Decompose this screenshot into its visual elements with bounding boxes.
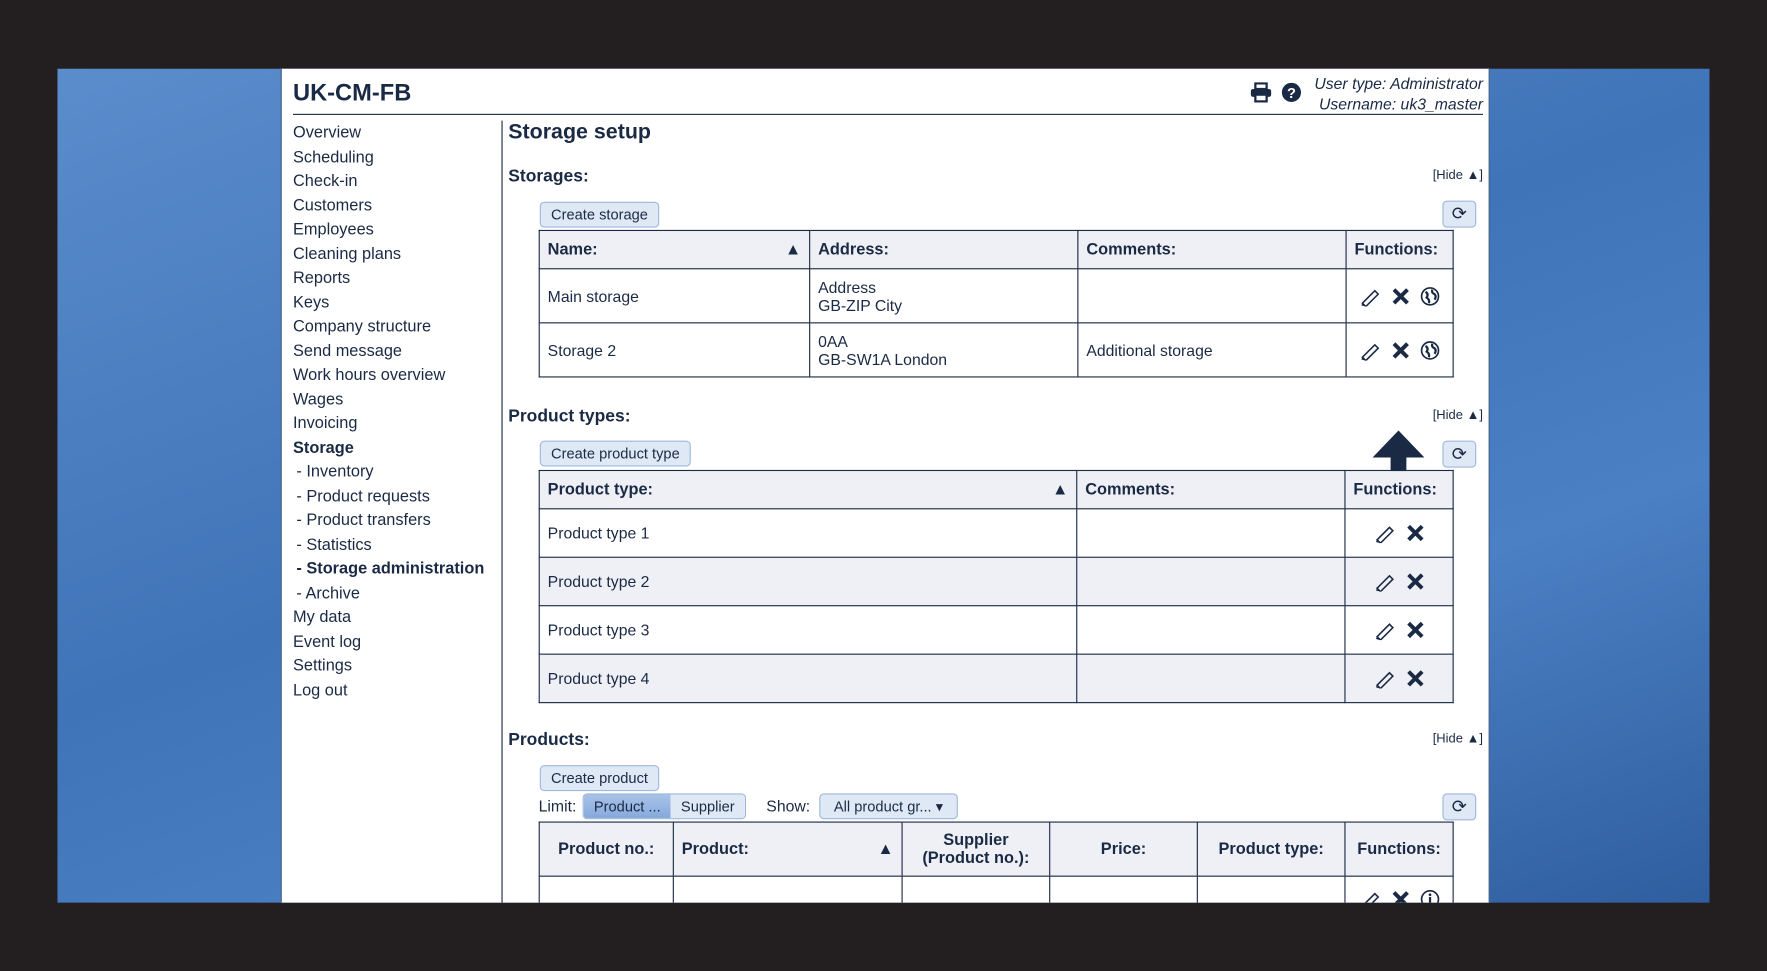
products-table [539, 822, 1454, 903]
table-row [539, 557, 1453, 605]
user-info [1314, 73, 1483, 114]
sidebar-item[interactable]: Company structure [292, 317, 432, 336]
limit-supplier[interactable]: Supplier [671, 794, 745, 818]
hide-product-types[interactable]: [Hide ▲] [1432, 409, 1484, 423]
hide-products[interactable]: [Hide ▲] [1432, 732, 1484, 747]
col-comments: Comments: [1077, 470, 1345, 508]
col-price: Price: [1050, 822, 1198, 876]
sidebar-item[interactable]: Work hours overview [292, 366, 446, 385]
table-row [539, 269, 1453, 323]
sidebar-item[interactable]: Overview [292, 123, 362, 142]
sidebar-item[interactable]: - Statistics [296, 535, 372, 554]
table-row [539, 606, 1453, 654]
col-product-type: Product type: [1197, 822, 1345, 876]
col-supplier: Supplier (Product no.): [902, 822, 1050, 876]
hide-storages[interactable]: [Hide ▲] [1432, 169, 1484, 183]
sidebar-item[interactable]: Event log [292, 632, 362, 651]
storage-address: 0AA GB-SW1A London [810, 323, 1078, 377]
product-type-name: Product type 1 [539, 509, 1077, 557]
app-title: UK-CM-FB [292, 80, 412, 106]
table-row [539, 323, 1453, 377]
refresh-icon: ⟳ [1451, 797, 1467, 818]
col-functions: Functions: [1345, 470, 1453, 508]
table-row [539, 654, 1453, 702]
product-type-name: Product type 2 [539, 557, 1077, 605]
create-product-type-button[interactable]: Create product type [540, 441, 691, 467]
edit-icon[interactable] [1373, 668, 1396, 688]
delete-icon[interactable] [1391, 340, 1411, 360]
col-name[interactable]: Name: ▲ [539, 230, 809, 268]
sidebar [293, 122, 484, 703]
edit-icon[interactable] [1373, 523, 1396, 543]
col-product[interactable]: Product: ▲ [673, 822, 902, 876]
edit-icon[interactable] [1373, 620, 1396, 640]
sidebar-item[interactable]: - Product requests [296, 487, 430, 506]
username: Username: uk3_master [1319, 94, 1484, 113]
globe-icon[interactable] [1420, 340, 1440, 360]
refresh-products-button[interactable] [1442, 793, 1476, 820]
sidebar-item[interactable]: Customers [292, 196, 373, 215]
svg-text:?: ? [1286, 86, 1296, 103]
col-address: Address: [810, 230, 1078, 268]
sidebar-item[interactable]: Settings [292, 656, 353, 676]
storages-table [539, 230, 1454, 378]
delete-icon[interactable] [1405, 620, 1425, 640]
product-type-name: Product type 4 [539, 654, 1077, 702]
sidebar-item[interactable]: Keys [292, 293, 330, 312]
storage-name: Storage 2 [539, 323, 809, 377]
product-type-comment [1077, 654, 1345, 702]
header-divider [293, 114, 1483, 115]
product-type-comment [1077, 509, 1345, 557]
sidebar-item[interactable]: Invoicing [292, 414, 358, 433]
globe-icon[interactable] [1420, 286, 1440, 306]
refresh-icon: ⟳ [1451, 205, 1467, 225]
printer-icon[interactable] [1250, 82, 1273, 102]
sidebar-item[interactable]: Scheduling [292, 148, 374, 167]
show-label: Show: [766, 796, 811, 815]
sidebar-item[interactable]: Reports [292, 269, 351, 288]
storage-name: Main storage [539, 269, 809, 323]
product-type-comment [1077, 606, 1345, 654]
edit-icon[interactable] [1359, 340, 1382, 360]
products-title: Products: [508, 730, 590, 750]
sidebar-item[interactable]: - Archive [296, 584, 360, 603]
delete-icon[interactable] [1405, 668, 1425, 688]
delete-icon[interactable] [1390, 889, 1410, 903]
sort-asc-icon: ▲ [877, 840, 894, 859]
app-page [281, 69, 1490, 903]
col-product-no: Product no.: [539, 822, 673, 876]
product-types-title: Product types: [508, 406, 631, 426]
sidebar-item[interactable]: Wages [292, 390, 344, 409]
storage-address: Address GB-ZIP City [810, 269, 1078, 323]
sidebar-item[interactable]: - Inventory [296, 463, 374, 482]
limit-toggle [583, 793, 746, 819]
table-row [539, 509, 1453, 557]
col-functions: Functions: [1346, 230, 1453, 268]
sidebar-item[interactable]: Log out [292, 681, 348, 700]
create-product-button[interactable]: Create product [540, 765, 659, 791]
col-product-type[interactable]: Product type: ▲ [539, 470, 1077, 508]
storage-comment [1078, 269, 1346, 323]
create-storage-button[interactable]: Create storage [540, 202, 659, 228]
refresh-storages-button[interactable] [1442, 201, 1476, 228]
edit-icon[interactable] [1373, 571, 1396, 591]
page-title: Storage setup [508, 120, 652, 145]
sidebar-divider [501, 121, 502, 903]
user-type: User type: Administrator [1314, 74, 1484, 93]
table-row [539, 876, 1453, 902]
product-group-select[interactable]: All product gr... ▾ [819, 793, 957, 819]
sidebar-item[interactable]: - Storage administration [296, 560, 485, 579]
info-icon[interactable] [1419, 889, 1439, 903]
delete-icon[interactable] [1391, 286, 1411, 306]
sidebar-item[interactable]: Send message [292, 342, 403, 361]
dropdown-arrow-icon: ▾ [935, 797, 944, 815]
product-type-comment [1077, 557, 1345, 605]
refresh-icon: ⟳ [1451, 445, 1467, 465]
col-comments: Comments: [1078, 230, 1346, 268]
sidebar-item[interactable]: Check-in [292, 172, 358, 191]
help-icon[interactable] [1281, 82, 1301, 102]
col-functions: Functions: [1345, 822, 1453, 876]
product-type-name: Product type 3 [539, 606, 1077, 654]
sidebar-item[interactable]: Employees [292, 220, 374, 239]
limit-product[interactable]: Product ... [584, 794, 671, 818]
product-types-table [539, 470, 1454, 703]
sort-asc-icon: ▲ [785, 240, 802, 259]
refresh-product-types-button[interactable] [1442, 441, 1476, 468]
storage-comment: Additional storage [1078, 323, 1346, 377]
sidebar-item[interactable]: Storage [292, 438, 354, 457]
delete-icon[interactable] [1405, 523, 1425, 543]
delete-icon[interactable] [1405, 571, 1425, 591]
storages-title: Storages: [508, 166, 589, 186]
limit-label: Limit: [538, 796, 577, 815]
sidebar-item[interactable]: My data [292, 608, 352, 627]
sidebar-item[interactable]: - Product transfers [296, 511, 431, 530]
edit-icon[interactable] [1359, 286, 1382, 306]
edit-icon[interactable] [1358, 889, 1381, 903]
sort-asc-icon: ▲ [1052, 480, 1069, 499]
sidebar-item[interactable]: Cleaning plans [292, 245, 402, 264]
